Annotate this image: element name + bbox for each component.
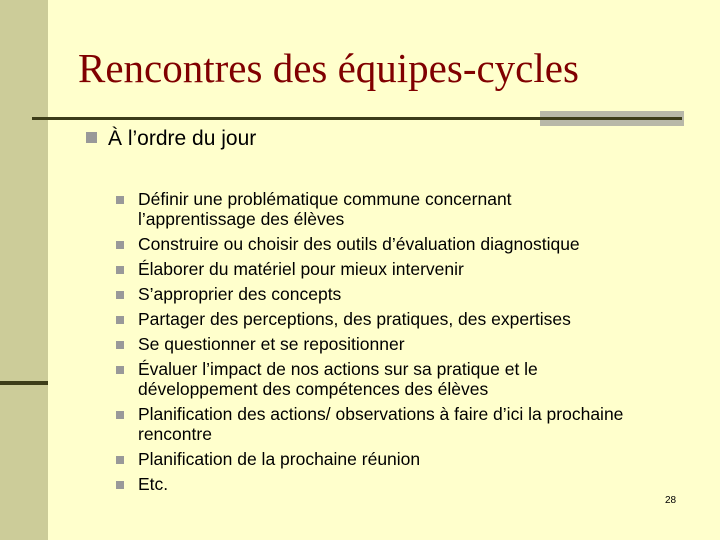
- list-item: [114, 232, 684, 257]
- list-item: [114, 447, 684, 472]
- agenda-heading-text: À l’ordre du jour: [108, 127, 257, 150]
- list-item-text: Partager des perceptions, des pratiques, des expertises: [138, 309, 571, 329]
- list-item-text: S’approprier des concepts: [138, 284, 342, 304]
- list-item-text: Définir une problématique commune concernant l’apprentissage des élèves: [138, 189, 512, 229]
- list-item: [114, 282, 684, 307]
- square-bullet-icon: [116, 291, 124, 299]
- list-item-text: Élaborer du matériel pour mieux intervenir: [138, 259, 464, 279]
- square-bullet-icon: [116, 411, 124, 419]
- list-item-text: Construire ou choisir des outils d’évaluation diagnostique: [138, 234, 580, 254]
- page-number: 28: [665, 495, 677, 506]
- list-item: [114, 187, 684, 232]
- list-item-text: Évaluer l’impact de nos actions sur sa pratique et le développement des compétences des élèves: [138, 359, 538, 399]
- list-item-text: Etc.: [138, 474, 169, 494]
- list-item-text: Se questionner et se repositionner: [138, 334, 405, 354]
- square-bullet-icon: [116, 266, 124, 274]
- left-accent-bar: [0, 381, 48, 385]
- list-item-text: Planification de la prochaine réunion: [138, 449, 421, 469]
- slide-title: Rencontres des équipes-cycles: [78, 45, 579, 91]
- list-item: [114, 472, 684, 497]
- list-item: [114, 257, 684, 282]
- square-bullet-icon: [86, 132, 97, 143]
- list-item: [114, 307, 684, 332]
- square-bullet-icon: [116, 481, 124, 489]
- square-bullet-icon: [116, 241, 124, 249]
- list-item: [114, 402, 684, 447]
- left-decorative-band: [0, 0, 48, 540]
- list-item: [114, 332, 684, 357]
- square-bullet-icon: [116, 456, 124, 464]
- square-bullet-icon: [116, 196, 124, 204]
- agenda-heading: [86, 127, 256, 151]
- title-rule: [32, 117, 682, 120]
- square-bullet-icon: [116, 316, 124, 324]
- list-item: [114, 357, 684, 402]
- square-bullet-icon: [116, 366, 124, 374]
- square-bullet-icon: [116, 341, 124, 349]
- agenda-list: [114, 187, 684, 497]
- list-item-text: Planification des actions/ observations à faire d’ici la prochaine rencontre: [138, 404, 624, 444]
